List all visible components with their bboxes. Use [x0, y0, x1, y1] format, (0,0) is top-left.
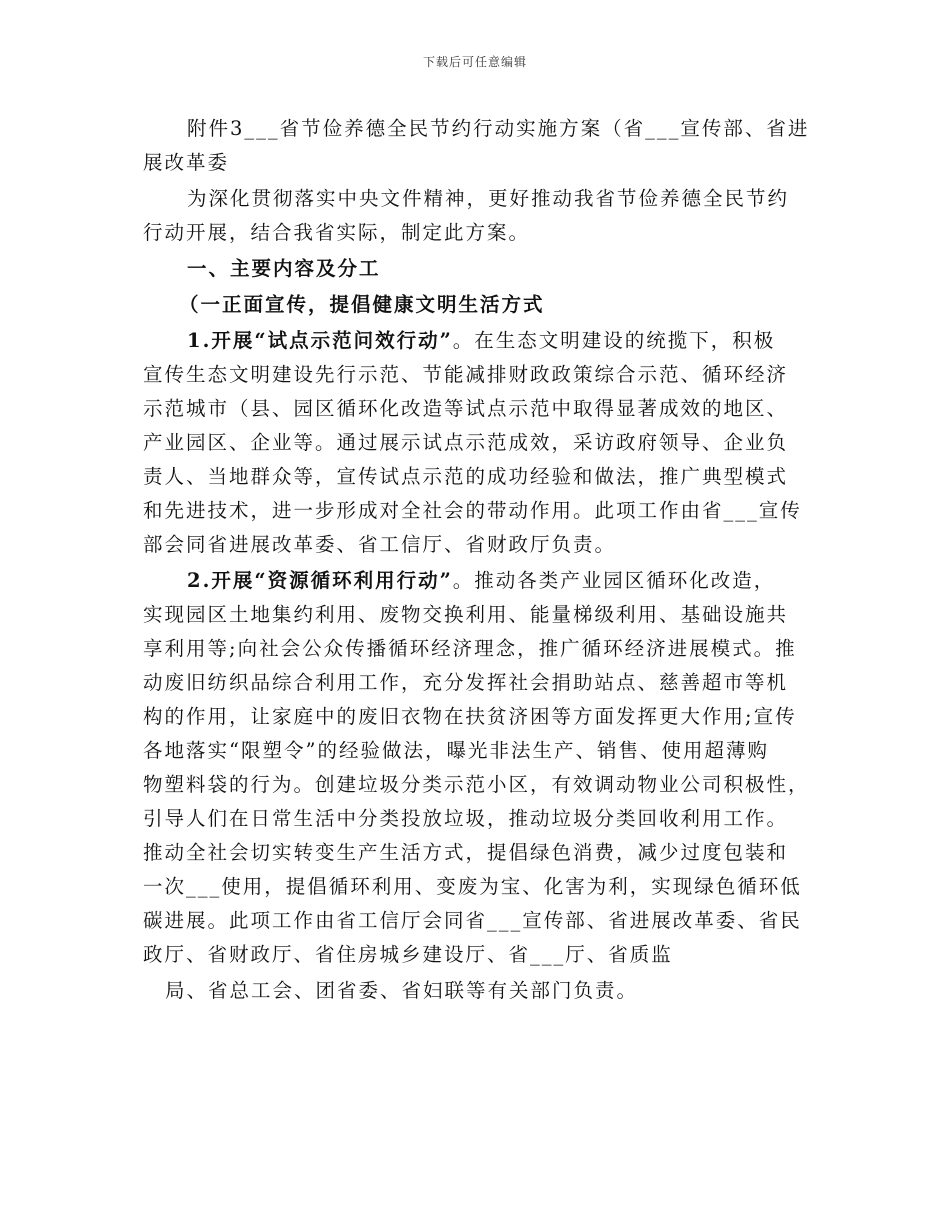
item-2-paragraph — [143, 564, 813, 972]
closing-paragraph — [143, 974, 813, 1008]
item-1-first-line — [143, 324, 813, 358]
item-2-first-line — [143, 564, 813, 598]
document-body — [143, 112, 813, 1010]
closing-line: 局、省总工会、团省委、省妇联等有关部门负责。 — [165, 979, 639, 1002]
item-2-lead: 2.开展“资源循环利用行动” — [187, 569, 453, 592]
item-2-line: 动废旧纺织品综合利用工作，充分发挥社会捐助站点、慈善超市等机 — [143, 671, 789, 694]
intro-line: 为深化贯彻落实中央文件精神，更好推动我省节俭养德全民节约 — [187, 187, 790, 210]
section-heading-text: 一、主要内容及分工 — [187, 257, 381, 280]
item-1-line: 产业园区、企业等。通过展示试点示范成效，采访政府领导、企业负 — [143, 431, 789, 454]
item-2-line: 各地落实“限塑令”的经验做法，曝光非法生产、销售、使用超薄购 — [143, 739, 769, 762]
item-2-line: 政厅、省财政厅、省住房城乡建设厅、省___厅、省质监 — [143, 943, 673, 966]
item-1-line: 责人、当地群众等，宣传试点示范的成功经验和做法，推广典型模式 — [143, 465, 789, 488]
item-2-line: 物塑料袋的行为。创建垃圾分类示范小区，有效调动物业公司积极性， — [143, 773, 810, 796]
item-1-line: 宣传生态文明建设先行示范、节能减排财政政策综合示范、循环经济 — [143, 363, 789, 386]
item-2-line: 构的作用，让家庭中的废旧衣物在扶贫济困等方面发挥更大作用;宣传 — [143, 705, 797, 728]
section-heading — [143, 252, 813, 286]
item-2-line: 引导人们在日常生活中分类投放垃圾，推动垃圾分类回收利用工作。 — [143, 807, 789, 830]
subsection-heading — [143, 288, 813, 322]
item-2-line: 实现园区土地集约利用、废物交换利用、能量梯级利用、基础设施共 — [143, 603, 789, 626]
item-2-line: 碳进展。此项工作由省工信厅会同省___宣传部、省进展改革委、省民 — [143, 909, 802, 932]
item-2-line: 推动全社会切实转变生产生活方式，提倡绿色消费，减少过度包装和 — [143, 841, 789, 864]
item-1-paragraph — [143, 324, 813, 562]
item-2-line: 享利用等;向社会公众传播循环经济理念，推广循环经济进展模式。推 — [143, 637, 797, 660]
item-1-line: 和先进技术，进一步形成对全社会的带动作用。此项工作由省___宣传 — [143, 499, 802, 522]
item-1-line: 示范城市（县、园区循环化改造等试点示范中取得显著成效的地区、 — [143, 397, 789, 420]
item-1-lead: 1.开展“试点示范问效行动” — [187, 329, 453, 352]
item-2-text: 。推动各类产业园区循环化改造， — [452, 569, 776, 592]
title-line: 展改革委 — [143, 151, 230, 174]
intro-line: 行动开展，结合我省实际，制定此方案。 — [143, 221, 531, 244]
document-title — [143, 112, 813, 180]
item-1-text: 。在生态文明建设的统揽下，积极 — [452, 329, 776, 352]
item-2-line: 一次___使用，提倡循环利用、变废为宝、化害为利，实现绿色循环低 — [143, 875, 802, 898]
subsection-heading-text: （一正面宣传，提倡健康文明生活方式 — [179, 293, 545, 316]
item-1-line: 部会同省进展改革委、省工信厅、省财政厅负责。 — [143, 533, 617, 556]
title-line: 附件3___省节俭养德全民节约行动实施方案（省___宣传部、省进 — [187, 117, 810, 140]
intro-paragraph — [143, 182, 813, 250]
page-header: 下载后可任意编辑 — [422, 55, 527, 69]
